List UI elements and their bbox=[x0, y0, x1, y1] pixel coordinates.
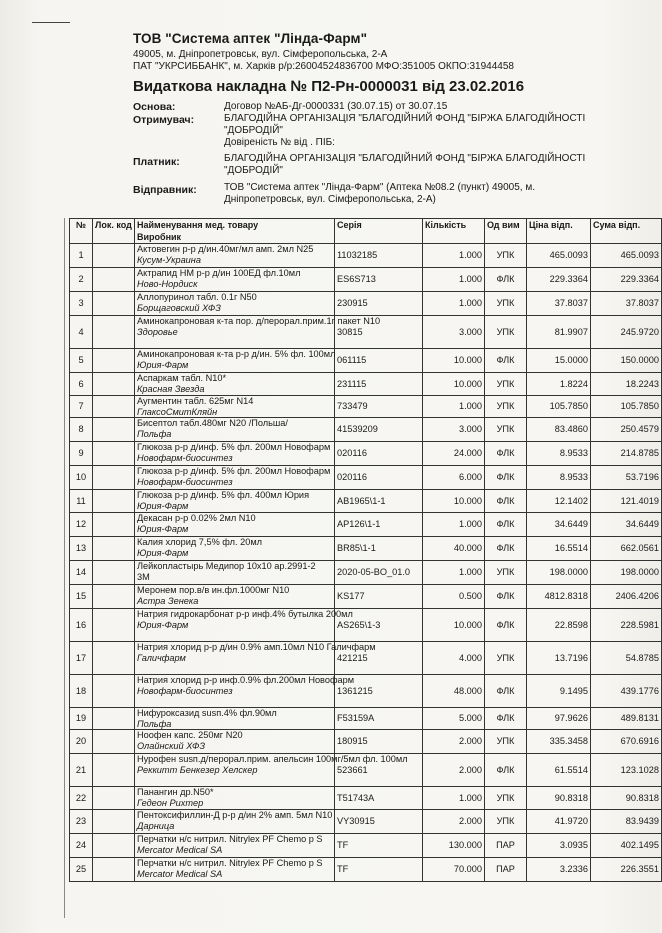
row-series: 1361215 bbox=[335, 675, 423, 708]
row-name-cell bbox=[135, 708, 335, 730]
row-code bbox=[93, 418, 135, 442]
row-sum: 245.9720 bbox=[591, 316, 662, 349]
recipient-value: БЛАГОДІЙНА ОРГАНІЗАЦІЯ "БЛАГОДІЙНИЙ ФОНД "БІРЖА БЛАГОДІЙНОСТІ "ДОБРОДІЙ" bbox=[224, 113, 586, 136]
row-price: 16.5514 bbox=[527, 537, 591, 561]
row-qty: 24.000 bbox=[423, 442, 485, 466]
table-header-row bbox=[70, 219, 662, 244]
row-name-cell bbox=[135, 810, 335, 834]
row-qty: 1.000 bbox=[423, 396, 485, 418]
row-unit: ФЛК bbox=[485, 537, 527, 561]
table-row bbox=[70, 787, 662, 810]
row-code bbox=[93, 513, 135, 537]
manufacturer: Юрия-Фарм bbox=[137, 500, 189, 511]
row-sum: 439.1776 bbox=[591, 675, 662, 708]
table-row bbox=[70, 513, 662, 537]
row-qty: 1.000 bbox=[423, 561, 485, 585]
row-qty: 6.000 bbox=[423, 466, 485, 490]
row-unit: ФЛК bbox=[485, 442, 527, 466]
row-unit: УПК bbox=[485, 292, 527, 316]
product-name: Декасан р-р 0.02% 2мл N10 bbox=[137, 513, 256, 523]
row-price: 37.8037 bbox=[527, 292, 591, 316]
product-name: Аминокапроновая к-та р-р д/ин. 5% фл. 100мл bbox=[137, 349, 336, 359]
row-sum: 54.8785 bbox=[591, 642, 662, 675]
row-sum: 250.4579 bbox=[591, 418, 662, 442]
row-qty: 10.000 bbox=[423, 373, 485, 396]
row-name-cell bbox=[135, 730, 335, 754]
row-series: VY30915 bbox=[335, 810, 423, 834]
row-number: 7 bbox=[70, 396, 93, 418]
row-name-cell bbox=[135, 585, 335, 609]
row-unit: ФЛК bbox=[485, 754, 527, 787]
row-code bbox=[93, 834, 135, 858]
product-name: Натрия гидрокарбонат р-р инф.4% бутылка 200мл bbox=[137, 609, 353, 619]
table-row bbox=[70, 858, 662, 882]
recipient-label: Отримувач: bbox=[133, 114, 195, 126]
row-qty: 0.500 bbox=[423, 585, 485, 609]
row-number: 11 bbox=[70, 490, 93, 513]
row-number: 6 bbox=[70, 373, 93, 396]
row-price: 83.4860 bbox=[527, 418, 591, 442]
row-unit: ФЛК bbox=[485, 513, 527, 537]
row-sum: 228.5981 bbox=[591, 609, 662, 642]
row-unit: ФЛК bbox=[485, 675, 527, 708]
manufacturer: Юрия-Фарм bbox=[137, 523, 189, 534]
table-row bbox=[70, 316, 662, 349]
row-number: 24 bbox=[70, 834, 93, 858]
row-number: 8 bbox=[70, 418, 93, 442]
row-price: 1.8224 bbox=[527, 373, 591, 396]
manufacturer: Красная Звезда bbox=[137, 383, 205, 394]
row-unit: УПК bbox=[485, 418, 527, 442]
manufacturer: Новофарм-биосинтез bbox=[137, 452, 233, 463]
col-maker-label: Виробник bbox=[137, 232, 182, 242]
table-row bbox=[70, 834, 662, 858]
col-sum: Сума відп. bbox=[591, 219, 662, 244]
row-sum: 123.1028 bbox=[591, 754, 662, 787]
table-row bbox=[70, 466, 662, 490]
row-sum: 18.2243 bbox=[591, 373, 662, 396]
row-price: 22.8598 bbox=[527, 609, 591, 642]
col-code: Лок. код bbox=[93, 219, 135, 244]
product-name: Аспаркам табл. N10* bbox=[137, 373, 227, 383]
row-series: 41539209 bbox=[335, 418, 423, 442]
row-name-cell bbox=[135, 609, 353, 642]
row-code bbox=[93, 561, 135, 585]
row-code bbox=[93, 490, 135, 513]
row-number: 15 bbox=[70, 585, 93, 609]
row-price: 3.0935 bbox=[527, 834, 591, 858]
row-series: 180915 bbox=[335, 730, 423, 754]
row-qty: 1.000 bbox=[423, 787, 485, 810]
product-name: Глюкоза р-р д/инф. 5% фл. 200мл Новофарм bbox=[137, 442, 331, 452]
row-price: 8.9533 bbox=[527, 466, 591, 490]
row-number: 5 bbox=[70, 349, 93, 373]
row-code bbox=[93, 442, 135, 466]
row-name-cell bbox=[135, 561, 335, 585]
row-number: 12 bbox=[70, 513, 93, 537]
row-sum: 402.1495 bbox=[591, 834, 662, 858]
product-name: Лейкопластырь Медипор 10х10 ар.2991-2 bbox=[137, 561, 316, 571]
row-code bbox=[93, 787, 135, 810]
row-qty: 10.000 bbox=[423, 349, 485, 373]
row-price: 41.9720 bbox=[527, 810, 591, 834]
row-series: 30815 bbox=[335, 316, 423, 349]
row-series: TF bbox=[335, 834, 423, 858]
manufacturer: Астра Зенека bbox=[137, 595, 199, 606]
row-number: 4 bbox=[70, 316, 93, 349]
row-unit: ПАР bbox=[485, 858, 527, 882]
row-price: 229.3364 bbox=[527, 268, 591, 292]
row-name-cell bbox=[135, 858, 335, 882]
row-unit: ФЛК bbox=[485, 609, 527, 642]
row-qty: 3.000 bbox=[423, 418, 485, 442]
manufacturer: Mercator Medical SA bbox=[137, 868, 223, 879]
col-name-label: Найменування мед. товару bbox=[137, 220, 259, 230]
row-sum: 53.7196 bbox=[591, 466, 662, 490]
product-name: Натрия хлорид р-р инф.0.9% фл.200мл Новофарм bbox=[137, 675, 355, 685]
row-number: 25 bbox=[70, 858, 93, 882]
row-qty: 1.000 bbox=[423, 513, 485, 537]
col-price: Ціна відп. bbox=[527, 219, 591, 244]
row-sum: 37.8037 bbox=[591, 292, 662, 316]
row-qty: 48.000 bbox=[423, 675, 485, 708]
row-qty: 10.000 bbox=[423, 490, 485, 513]
row-series: 061115 bbox=[335, 349, 423, 373]
row-unit: УПК bbox=[485, 642, 527, 675]
row-unit: УПК bbox=[485, 244, 527, 268]
product-name: Нифуроксазид susп.4% фл.90мл bbox=[137, 708, 277, 718]
manufacturer: 3М bbox=[137, 571, 150, 582]
row-qty: 2.000 bbox=[423, 754, 485, 787]
row-price: 8.9533 bbox=[527, 442, 591, 466]
row-qty: 10.000 bbox=[423, 609, 485, 642]
row-qty: 40.000 bbox=[423, 537, 485, 561]
table-row bbox=[70, 730, 662, 754]
payer-label: Платник: bbox=[133, 156, 180, 168]
items-table bbox=[69, 218, 662, 882]
manufacturer: Гедеон Рихтер bbox=[137, 797, 204, 808]
row-unit: УПК bbox=[485, 396, 527, 418]
product-name: Ноофен капс. 250мг N20 bbox=[137, 730, 243, 740]
row-number: 9 bbox=[70, 442, 93, 466]
row-series: AB1965\1-1 bbox=[335, 490, 423, 513]
table-row bbox=[70, 396, 662, 418]
table-row bbox=[70, 490, 662, 513]
manufacturer: Новофарм-биосинтез bbox=[137, 685, 233, 696]
product-name: Нурофен susп.д/перорал.прим. апельсин 100мг/5мл фл. 100мл bbox=[137, 754, 408, 764]
row-series: 020116 bbox=[335, 466, 423, 490]
row-sum: 90.8318 bbox=[591, 787, 662, 810]
product-name: Калия хлорид 7,5% фл. 20мл bbox=[137, 537, 263, 547]
row-price: 81.9907 bbox=[527, 316, 591, 349]
manufacturer: Реккитт Бенкезер Хелскер bbox=[137, 764, 258, 775]
row-series: 2020-05-BO_01.0 bbox=[335, 561, 423, 585]
row-series: 020116 bbox=[335, 442, 423, 466]
row-price: 198.0000 bbox=[527, 561, 591, 585]
row-qty: 2.000 bbox=[423, 730, 485, 754]
row-unit: ФЛК bbox=[485, 349, 527, 373]
row-name-cell bbox=[135, 834, 335, 858]
product-name: Перчатки н/с нитрил. Nitrylex PF Chemo p S bbox=[137, 834, 323, 844]
row-qty: 1.000 bbox=[423, 268, 485, 292]
row-price: 105.7850 bbox=[527, 396, 591, 418]
row-unit: УПК bbox=[485, 787, 527, 810]
row-sum: 214.8785 bbox=[591, 442, 662, 466]
product-name: Аугментин табл. 625мг N14 bbox=[137, 396, 254, 406]
row-price: 4812.8318 bbox=[527, 585, 591, 609]
product-name: Бисептол табл.480мг N20 /Польша/ bbox=[137, 418, 288, 428]
row-qty: 70.000 bbox=[423, 858, 485, 882]
row-price: 3.2336 bbox=[527, 858, 591, 882]
row-code bbox=[93, 754, 135, 787]
table-row bbox=[70, 754, 662, 787]
row-number: 10 bbox=[70, 466, 93, 490]
row-code bbox=[93, 268, 135, 292]
manufacturer: Борщаговский ХФЗ bbox=[137, 302, 221, 313]
row-series: 523661 bbox=[335, 754, 423, 787]
row-name-cell bbox=[135, 349, 335, 373]
col-name bbox=[135, 219, 335, 244]
manufacturer: Польфа bbox=[137, 428, 172, 439]
row-code bbox=[93, 675, 135, 708]
row-number: 3 bbox=[70, 292, 93, 316]
product-name: Перчатки н/с нитрил. Nitrylex PF Chemo p S bbox=[137, 858, 323, 868]
row-number: 13 bbox=[70, 537, 93, 561]
row-unit: ФЛК bbox=[485, 466, 527, 490]
row-sum: 2406.4206 bbox=[591, 585, 662, 609]
manufacturer: Юрия-Фарм bbox=[137, 547, 189, 558]
row-series: 231115 bbox=[335, 373, 423, 396]
row-code bbox=[93, 730, 135, 754]
row-price: 61.5514 bbox=[527, 754, 591, 787]
row-series: KS177 bbox=[335, 585, 423, 609]
margin-line bbox=[64, 218, 65, 918]
row-number: 19 bbox=[70, 708, 93, 730]
row-number: 14 bbox=[70, 561, 93, 585]
row-code bbox=[93, 316, 135, 349]
row-sum: 465.0093 bbox=[591, 244, 662, 268]
row-number: 23 bbox=[70, 810, 93, 834]
row-qty: 1.000 bbox=[423, 292, 485, 316]
row-name-cell bbox=[135, 787, 335, 810]
row-name-cell bbox=[135, 466, 335, 490]
col-no: № bbox=[70, 219, 93, 244]
table-row bbox=[70, 268, 662, 292]
basis-value: Договор №АБ-Дг-0000331 (30.07.15) от 30.07.15 bbox=[224, 101, 448, 112]
row-number: 16 bbox=[70, 609, 93, 642]
row-sum: 662.0561 bbox=[591, 537, 662, 561]
row-unit: ФЛК bbox=[485, 268, 527, 292]
row-qty: 2.000 bbox=[423, 810, 485, 834]
product-name: Аминокапроновая к-та пор. д/перорал.прим.1г пакет N10 bbox=[137, 316, 381, 326]
row-unit: УПК bbox=[485, 316, 527, 349]
manufacturer: Новофарм-биосинтез bbox=[137, 476, 233, 487]
row-price: 13.7196 bbox=[527, 642, 591, 675]
row-unit: УПК bbox=[485, 561, 527, 585]
product-name: Глюкоза р-р д/инф. 5% фл. 200мл Новофарм bbox=[137, 466, 331, 476]
basis-label: Основа: bbox=[133, 101, 176, 113]
row-price: 15.0000 bbox=[527, 349, 591, 373]
row-sum: 34.6449 bbox=[591, 513, 662, 537]
manufacturer: Ново-Нордиск bbox=[137, 278, 198, 289]
staple-mark bbox=[32, 22, 70, 23]
product-name: Натрия хлорид р-р д/ин 0.9% амп.10мл N10 Галичфарм bbox=[137, 642, 376, 652]
table-row bbox=[70, 642, 662, 675]
row-sum: 150.0000 bbox=[591, 349, 662, 373]
row-number: 20 bbox=[70, 730, 93, 754]
row-qty: 4.000 bbox=[423, 642, 485, 675]
payer-value: БЛАГОДІЙНА ОРГАНІЗАЦІЯ "БЛАГОДІЙНИЙ ФОНД "БІРЖА БЛАГОДІЙНОСТІ "ДОБРОДІЙ" bbox=[224, 153, 586, 176]
table-row bbox=[70, 537, 662, 561]
row-series: 421215 bbox=[335, 642, 423, 675]
row-qty: 5.000 bbox=[423, 708, 485, 730]
company-address: 49005, м. Дніпропетровськ, вул. Сімферопольська, 2-А bbox=[133, 49, 388, 60]
row-series: 733479 bbox=[335, 396, 423, 418]
row-number: 22 bbox=[70, 787, 93, 810]
row-name-cell bbox=[135, 537, 335, 561]
table-row bbox=[70, 349, 662, 373]
row-number: 17 bbox=[70, 642, 93, 675]
row-price: 335.3458 bbox=[527, 730, 591, 754]
row-name-cell bbox=[135, 396, 335, 418]
product-name: Актрапид НМ р-р д/ин 100ЕД фл.10мл bbox=[137, 268, 301, 278]
row-code bbox=[93, 537, 135, 561]
table-row bbox=[70, 244, 662, 268]
row-name-cell bbox=[135, 268, 335, 292]
col-series: Серія bbox=[335, 219, 423, 244]
row-name-cell bbox=[135, 490, 335, 513]
company-bank-details: ПАТ "УКРСИББАНК", м. Харків р/р:26004524836700 МФО:351005 ОКПО:31944458 bbox=[133, 61, 514, 72]
table-row bbox=[70, 585, 662, 609]
manufacturer: ГлаксоСмитКляйн bbox=[137, 406, 218, 417]
row-series: F53159A bbox=[335, 708, 423, 730]
manufacturer: Юрия-Фарм bbox=[137, 359, 189, 370]
row-price: 9.1495 bbox=[527, 675, 591, 708]
row-code bbox=[93, 396, 135, 418]
row-price: 12.1402 bbox=[527, 490, 591, 513]
table-row bbox=[70, 708, 662, 730]
company-name: ТОВ "Система аптек "Лінда-Фарм" bbox=[133, 31, 368, 46]
row-number: 18 bbox=[70, 675, 93, 708]
row-price: 465.0093 bbox=[527, 244, 591, 268]
row-unit: ФЛК bbox=[485, 708, 527, 730]
row-sum: 198.0000 bbox=[591, 561, 662, 585]
proxy-value: Довіреність № від . ПІБ: bbox=[224, 137, 335, 148]
table-row bbox=[70, 810, 662, 834]
manufacturer: Mercator Medical SA bbox=[137, 844, 223, 855]
row-code bbox=[93, 858, 135, 882]
product-name: Меронем пор.в/в ин.фл.1000мг N10 bbox=[137, 585, 290, 595]
row-sum: 229.3364 bbox=[591, 268, 662, 292]
row-code bbox=[93, 708, 135, 730]
row-number: 2 bbox=[70, 268, 93, 292]
manufacturer: Олайнский ХФЗ bbox=[137, 740, 205, 751]
row-unit: УПК bbox=[485, 373, 527, 396]
row-price: 97.9626 bbox=[527, 708, 591, 730]
table-row bbox=[70, 373, 662, 396]
row-series: AP126\1-1 bbox=[335, 513, 423, 537]
row-sum: 670.6916 bbox=[591, 730, 662, 754]
row-code bbox=[93, 585, 135, 609]
row-code bbox=[93, 244, 135, 268]
product-name: Аллопуринол табл. 0.1г N50 bbox=[137, 292, 257, 302]
row-series: AS265\1-3 bbox=[335, 609, 423, 642]
table-row bbox=[70, 609, 662, 642]
row-name-cell bbox=[135, 292, 335, 316]
product-name: Пентоксифиллин-Д р-р д/ин 2% амп. 5мл N10 bbox=[137, 810, 333, 820]
document-title: Видаткова накладна № П2-Рн-0000031 від 23.02.2016 bbox=[133, 78, 525, 95]
manufacturer: Юрия-Фарм bbox=[137, 619, 189, 630]
row-unit: УПК bbox=[485, 810, 527, 834]
row-code bbox=[93, 642, 135, 675]
row-code bbox=[93, 810, 135, 834]
row-number: 1 bbox=[70, 244, 93, 268]
row-series: 230915 bbox=[335, 292, 423, 316]
row-name-cell bbox=[135, 513, 335, 537]
row-series: T51743A bbox=[335, 787, 423, 810]
row-unit: ФЛК bbox=[485, 585, 527, 609]
row-qty: 130.000 bbox=[423, 834, 485, 858]
manufacturer: Кусум-Украина bbox=[137, 254, 201, 265]
row-code bbox=[93, 466, 135, 490]
row-name-cell bbox=[135, 442, 335, 466]
sender-label: Відправник: bbox=[133, 184, 197, 196]
product-name: Актовегин р-р д/ин.40мг/мл амп. 2мл N25 bbox=[137, 244, 314, 254]
row-name-cell bbox=[135, 244, 335, 268]
row-sum: 121.4019 bbox=[591, 490, 662, 513]
row-code bbox=[93, 292, 135, 316]
manufacturer: Польфа bbox=[137, 718, 172, 729]
product-name: Панангин др.N50* bbox=[137, 787, 214, 797]
row-unit: ФЛК bbox=[485, 490, 527, 513]
row-code bbox=[93, 373, 135, 396]
table-row bbox=[70, 675, 662, 708]
row-name-cell bbox=[135, 418, 335, 442]
row-code bbox=[93, 349, 135, 373]
table-row bbox=[70, 292, 662, 316]
row-sum: 489.8131 bbox=[591, 708, 662, 730]
row-unit: УПК bbox=[485, 730, 527, 754]
row-price: 34.6449 bbox=[527, 513, 591, 537]
row-number: 21 bbox=[70, 754, 93, 787]
row-qty: 1.000 bbox=[423, 244, 485, 268]
manufacturer: Дарница bbox=[137, 820, 175, 831]
table-row bbox=[70, 561, 662, 585]
row-unit: ПАР bbox=[485, 834, 527, 858]
table-row bbox=[70, 418, 662, 442]
col-unit: Од вим bbox=[485, 219, 527, 244]
manufacturer: Галичфарм bbox=[137, 652, 186, 663]
product-name: Глюкоза р-р д/инф. 5% фл. 400мл Юрия bbox=[137, 490, 310, 500]
row-code bbox=[93, 609, 135, 642]
sender-value: ТОВ "Система аптек "Лінда-Фарм" (Аптека №08.2 (пункт) 49005, м. Дніпропетровськ, вул. Сімферопольська, 2-А) bbox=[224, 182, 535, 205]
row-series: ES6S713 bbox=[335, 268, 423, 292]
row-price: 90.8318 bbox=[527, 787, 591, 810]
row-qty: 3.000 bbox=[423, 316, 485, 349]
row-sum: 105.7850 bbox=[591, 396, 662, 418]
row-name-cell bbox=[135, 373, 335, 396]
table-row bbox=[70, 442, 662, 466]
manufacturer: Здоровье bbox=[137, 326, 178, 337]
row-sum: 83.9439 bbox=[591, 810, 662, 834]
row-series: 11032185 bbox=[335, 244, 423, 268]
row-sum: 226.3551 bbox=[591, 858, 662, 882]
row-series: BR85\1-1 bbox=[335, 537, 423, 561]
col-qty: Кількість bbox=[423, 219, 485, 244]
row-series: TF bbox=[335, 858, 423, 882]
